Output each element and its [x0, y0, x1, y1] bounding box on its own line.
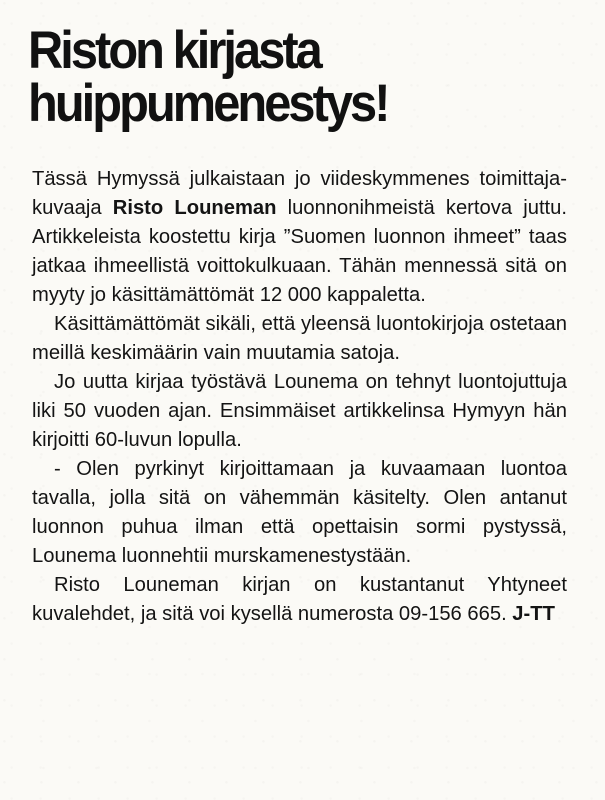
headline-line-2: huippumenestys! — [28, 74, 388, 133]
article-body — [32, 165, 567, 629]
paragraph-1 — [32, 165, 567, 310]
person-name: Risto Louneman — [112, 197, 277, 219]
paragraph-1-continuation: luonnonihmeistä kertova juttu. Artikkeleista koostettu kirja ”Suomen luonnon ihmeet” taas jatkaa ihmeellistä voittokulkuaan. Tähän mennessä sitä on myyty jo käsittämättömät 12 000 kappaletta. — [32, 197, 567, 306]
paragraph-3: Jo uutta kirjaa työstävä Lounema on tehnyt luontojuttuja liki 50 vuoden ajan. Ensimmäiset artikkelinsa Hymyyn hän kirjoitti 60-luvun lopulla. — [32, 371, 567, 451]
paragraph-5 — [32, 571, 567, 629]
article-headline — [28, 21, 539, 133]
paragraph-2: Käsittämättömät sikäli, että yleensä luontokirjoja ostetaan meillä keskimäärin vain muutamia satoja. — [32, 313, 567, 364]
quote-paragraph: - Olen pyrkinyt kirjoittamaan ja kuvaamaan luontoa tavalla, jolla sitä on vähemmän käsitelty. Olen antanut luonnon puhua ilman että opettaisin sormi pystyssä, Lounema luonnehtii murskamenestystään. — [32, 458, 567, 567]
headline-line-1: Riston kirjasta — [28, 21, 320, 80]
author-signature: J-TT — [512, 603, 555, 625]
paragraph-1-intro: Tässä Hymyssä julkaistaan jo viideskymmenes toimittaja-kuvaaja — [32, 168, 567, 219]
paragraph-5-text: Risto Louneman kirjan on kustantanut Yhtyneet kuvalehdet, ja sitä voi kysellä numerosta 09-156 665. — [32, 574, 567, 625]
